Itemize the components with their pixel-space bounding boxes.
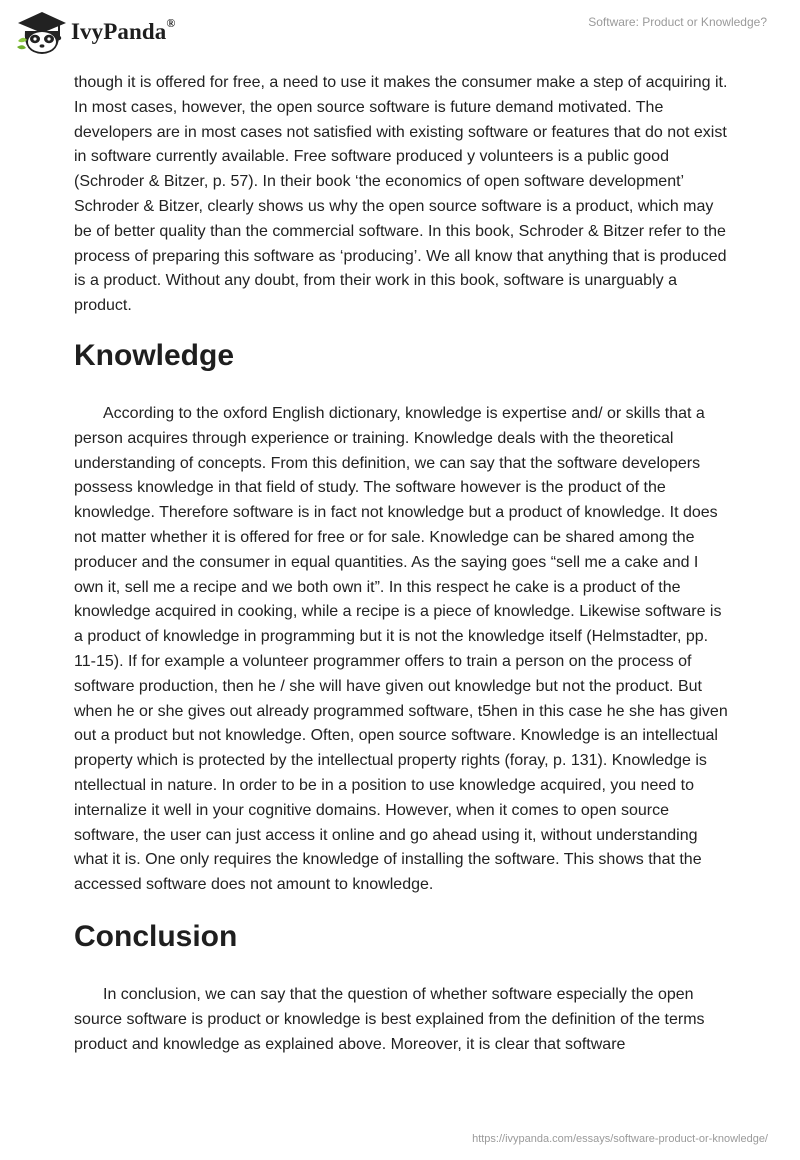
ivypanda-logo[interactable] <box>14 9 175 55</box>
page-header <box>0 0 800 70</box>
conclusion-heading: Conclusion <box>74 919 238 953</box>
essay-body <box>74 71 730 1057</box>
panda-graduate-icon <box>14 9 68 55</box>
knowledge-heading: Knowledge <box>74 338 235 372</box>
brand-name: IvyPanda® <box>71 16 176 44</box>
knowledge-paragraph: According to the oxford English dictionary, knowledge is expertise and/ or skills that a person acquires through experience or training. Knowledge deals with the theoretical understanding of concepts. From this definition, we can say that the software developers possess knowledge in that field of study. The software however is the product of the knowledge. Therefore software is in fact not knowledge but a product of knowledge. It does not matter whether it is offered for free or for sale. Knowledge can be shared among the producer and the consumer in equal quantities. As the saying goes “sell me a cake and I own it, sell me a recipe and we both own it”. In this respect he cake is a product of the knowledge acquired in cooking, while a recipe is a piece of knowledge. Likewise software is a product of knowledge in programming but it is not the knowledge itself (Helmstadter, pp. 11-15). If for example a volunteer programmer offers to train a person on the process of software production, then he / she will have given out knowledge but not the product. But when he or she gives out already programmed software, t5hen in this case he she has given out a product but not knowledge. Often, open source software. Knowledge is an intellectual property which is protected by the intellectual property rights (foray, p. 131). Knowledge is ntellectual in nature. In order to be in a position to use knowledge acquired, you need to internalize it well in your cognitive domains. However, when it comes to open source software, the user can just access it online and go ahead using it, without understanding what it is. One only requires the knowledge of installing the software. This shows that the accessed software does not amount to knowledge. <box>74 404 728 894</box>
conclusion-paragraph: In conclusion, we can say that the question of whether software especially the open source software is product or knowledge is best explained from the definition of the terms product and knowledge as explained above. Moreover, it is clear that software <box>74 985 705 1053</box>
intro-paragraph: though it is offered for free, a need to use it makes the consumer make a step of acquiring it. In most cases, however, the open source software is future demand motivated. The developers are in most cases not satisfied with existing software or features that do not exist in software currently available. Free software produced y volunteers is a public good (Schroder & Bitzer, p. 57). In their book ‘the economics of open software development’ Schroder & Bitzer, clearly shows us why the open source software is a product, which may be of better quality than the commercial software. In this book, Schroder & Bitzer refer to the process of preparing this software as ‘producing’. We all know that anything that is produced is a product. Without any doubt, from their work in this book, software is unarguably a product. <box>74 74 728 315</box>
document-title: Software: Product or Knowledge? <box>588 15 767 29</box>
source-url[interactable]: https://ivypanda.com/essays/software-product-or-knowledge/ <box>472 1133 768 1145</box>
